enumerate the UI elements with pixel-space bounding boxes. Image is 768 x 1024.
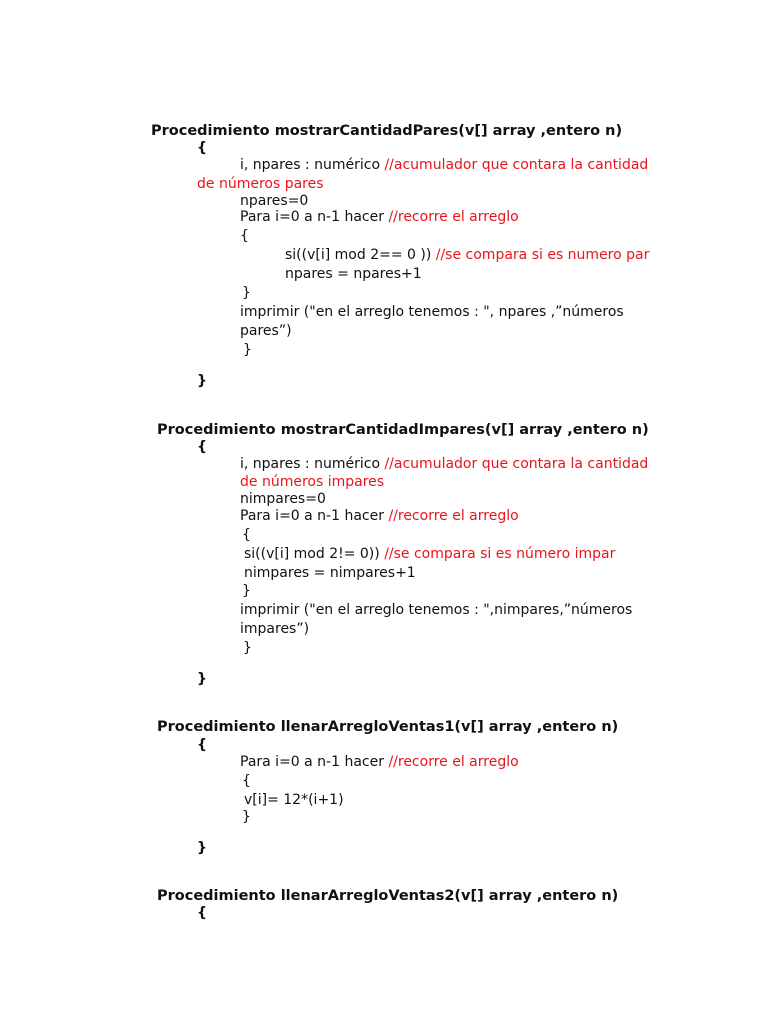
proc2-decl-comment-cont: de números impares bbox=[240, 474, 385, 490]
proc3-loop-code: Para i=0 a n-1 hacer bbox=[240, 754, 389, 770]
proc1-decl-comment-cont: de números pares bbox=[197, 176, 324, 192]
proc1-loop-close: } bbox=[242, 285, 251, 301]
proc4-header: Procedimiento llenarArregloVentas2(v[] array ,entero n) bbox=[157, 888, 619, 904]
proc2-inner-close: } bbox=[243, 640, 252, 656]
proc1-print-cont: pares”) bbox=[240, 323, 292, 339]
proc2-open-brace: { bbox=[197, 439, 207, 455]
proc2-cond-comment: //se compara si es número impar bbox=[384, 546, 616, 562]
proc2-loop-open: { bbox=[242, 527, 251, 543]
proc2-increment: nimpares = nimpares+1 bbox=[244, 565, 416, 581]
proc3-open-brace: { bbox=[197, 737, 207, 753]
proc3-loop-close: } bbox=[242, 809, 251, 825]
proc2-loop bbox=[240, 507, 519, 526]
proc1-increment: npares = npares+1 bbox=[285, 266, 422, 282]
proc3-loop bbox=[240, 753, 519, 772]
proc2-decl-code: i, npares : numérico bbox=[240, 456, 385, 472]
proc1-close-brace: } bbox=[197, 373, 207, 389]
proc2-loop-close: } bbox=[242, 583, 251, 599]
proc3-close-brace: } bbox=[197, 840, 207, 856]
proc1-loop bbox=[240, 208, 519, 227]
proc3-assign: v[i]= 12*(i+1) bbox=[244, 792, 344, 808]
proc2-cond-code: si((v[i] mod 2!= 0)) bbox=[244, 546, 385, 562]
proc1-loop-open: { bbox=[240, 228, 249, 244]
proc2-loop-comment: //recorre el arreglo bbox=[388, 508, 519, 524]
proc1-loop-comment: //recorre el arreglo bbox=[388, 209, 519, 225]
proc2-loop-code: Para i=0 a n-1 hacer bbox=[240, 508, 389, 524]
proc3-header: Procedimiento llenarArregloVentas1(v[] array ,entero n) bbox=[157, 719, 619, 735]
proc1-print: imprimir ("en el arreglo tenemos : ", npares ,”números bbox=[240, 304, 624, 320]
proc2-condition bbox=[244, 545, 615, 564]
proc2-close-brace: } bbox=[197, 671, 207, 687]
proc1-cond-comment: //se compara si es numero par bbox=[435, 247, 650, 263]
proc1-header: Procedimiento mostrarCantidadPares(v[] array ,entero n) bbox=[151, 123, 623, 139]
proc2-header: Procedimiento mostrarCantidadImpares(v[] array ,entero n) bbox=[157, 422, 649, 438]
proc3-loop-open: { bbox=[242, 773, 251, 789]
proc1-condition bbox=[285, 246, 649, 265]
proc2-init: nimpares=0 bbox=[240, 491, 326, 507]
proc1-decl-code: i, npares : numérico bbox=[240, 157, 385, 173]
proc1-decl-comment: //acumulador que contara la cantidad bbox=[384, 157, 649, 173]
proc1-loop-code: Para i=0 a n-1 hacer bbox=[240, 209, 389, 225]
proc1-open-brace: { bbox=[197, 140, 207, 156]
proc1-inner-close: } bbox=[243, 342, 252, 358]
proc4-open-brace: { bbox=[197, 905, 207, 921]
proc3-loop-comment: //recorre el arreglo bbox=[388, 754, 519, 770]
proc2-declaration bbox=[240, 455, 648, 474]
proc1-init: npares=0 bbox=[240, 193, 309, 209]
proc2-print: imprimir ("en el arreglo tenemos : ",nimpares,”números bbox=[240, 602, 633, 618]
proc1-cond-code: si((v[i] mod 2== 0 )) bbox=[285, 247, 436, 263]
proc2-print-cont: impares”) bbox=[240, 621, 310, 637]
proc2-decl-comment: //acumulador que contara la cantidad bbox=[384, 456, 649, 472]
proc1-declaration bbox=[240, 156, 648, 175]
